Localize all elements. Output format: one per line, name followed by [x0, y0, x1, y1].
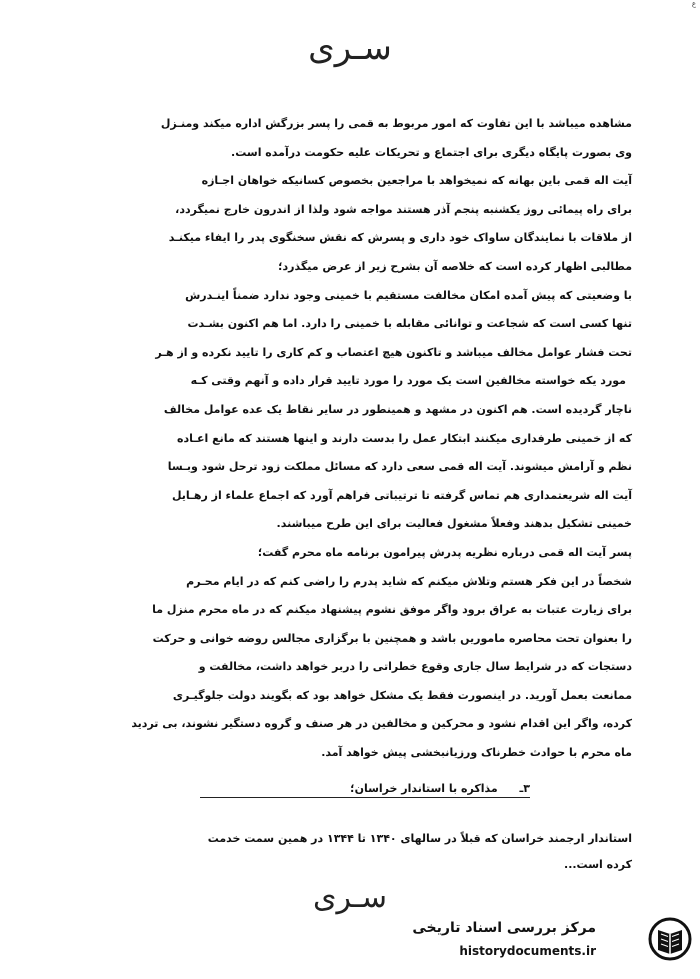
body-line: مشاهده میباشد با این تفاوت که امور مربوط به قمی را پسر بزرگش اداره میکند ومنـزل	[160, 117, 632, 130]
classification-stamp-bottom: سـرى	[313, 880, 387, 915]
body-line: خمینی تشکیل بدهند وفعلاً مشغول فعالیت برای این طرح میباشند.	[276, 517, 632, 531]
classification-stamp-top: سـرى	[308, 28, 392, 68]
body-line: برای راه پیمائی روز یکشنبه پنجم آذر هستند مواجه شود ولذا از اندرون خارج نمیگردد،	[175, 202, 632, 216]
body-line: کرده، واگر این اقدام نشود و محرکین و مخالفین در هر صنف و گروه دستگیر نشوند، بی تردید	[131, 717, 632, 731]
body-line: برای زیارت عتبات به عراق برود واگر موفق نشوم پیشنهاد میکنم که در ماه محرم منزل ما	[152, 603, 632, 617]
document-body	[92, 110, 632, 768]
body-line: مطالبی اظهار کرده است که خلاصه آن بشرح زیر از عرض میگذرد؛	[278, 259, 632, 273]
body-line: نظم و آرامش میشوند. آیت اله قمی سعی دارد که مسائل مملکت زود ترحل شود وبـسا	[167, 460, 632, 474]
body-line: با وضعیتی که پیش آمده امکان مخالفت مستقیم با خمینی وجود ندارد ضمناً اینـدرش	[185, 288, 632, 302]
body-line: را بعنوان تحت محاصره ماموریں باشد و همچنین با برگزاری مجالس روضه خوانی و حرکت	[152, 631, 632, 645]
section-number: ۳ـ	[519, 782, 530, 795]
closing-line: کرده است...	[564, 858, 632, 871]
body-line: که از خمینی طرفداری میکنند ابتکار عمل را بدست دارند و اینها هستند که مانع اعـاده	[177, 431, 632, 445]
section-title: مذاکره با استاندار خراسان؛	[350, 782, 498, 795]
body-line: تحت فشار عوامل مخالف میباشد و تاکنون هیچ اعتصاب و کم کاری را تایید نکرده و از هـر	[155, 345, 632, 359]
body-line: مورد یکه خواسته مخالفین است یک مورد را مورد تایید قرار داده و آنهم وقتی کـه	[190, 374, 626, 388]
closing-paragraph	[92, 826, 632, 878]
book-emblem-icon	[648, 914, 692, 964]
body-line: ماه محرم با حوادث خطرناک ورزیانبخشی پیش خواهد آمد.	[321, 746, 632, 760]
body-line: ممانعت بعمل آورید. در اینصورت فقط یک مشکل خواهد بود که بگویند دولت جلوگیـری	[172, 688, 632, 702]
body-line: تنها کسی است که شجاعت و توانائی مقابله با خمینی را دارد. اما هم اکنون بشـدت	[187, 317, 632, 331]
body-line: از ملاقات با نمایندگان ساواک خود داری و پسرش که نقش سخنگوی پدر را ایفاء میکنـد	[168, 231, 632, 245]
body-line: شخصاً در این فکر هستم وتلاش میکنم که شاید پدرم را راضی کنم که در ایام محـرم	[186, 574, 632, 588]
body-line: دستجات که در شرایط سال جاری وقوع خطراتی را دربر خواهد داشت، مخالفت و	[198, 660, 632, 674]
body-line: وی بصورت پایگاه دیگری برای اجتماع و تحریکات علیه حکومت درآمده است.	[231, 145, 632, 159]
watermark-url: historydocuments.ir	[459, 944, 596, 958]
body-line: آیت اله شریعتمداری هم تماس گرفته تا ترتیباتی فراهم آورد که اجماع علماء از رهـایل	[171, 488, 632, 502]
section-heading	[200, 782, 530, 798]
watermark-title: مرکز بررسی اسناد تاریخی	[412, 920, 596, 936]
body-line: ناچار گردیده است. هم اکنون در مشهد و همینطور در سایر نقاط یک عده عوامل مخالف	[163, 402, 632, 416]
body-line: پسر آیت اله قمی درباره نظریه پدرش پیرامون برنامه ماه محرم گفت؛	[257, 545, 632, 559]
closing-line: استاندار ارجمند خراسان که قبلاً در سالهای ۱۳۴۰ تا ۱۳۴۴ در همین سمت خدمت	[207, 832, 632, 845]
body-line: آیت اله قمی باین بهانه که نمیخواهد با مراجعین بخصوص کسانیکه خواهان اجـازه	[201, 174, 632, 188]
edge-mark: ع	[691, 0, 696, 8]
archive-watermark	[412, 918, 652, 968]
